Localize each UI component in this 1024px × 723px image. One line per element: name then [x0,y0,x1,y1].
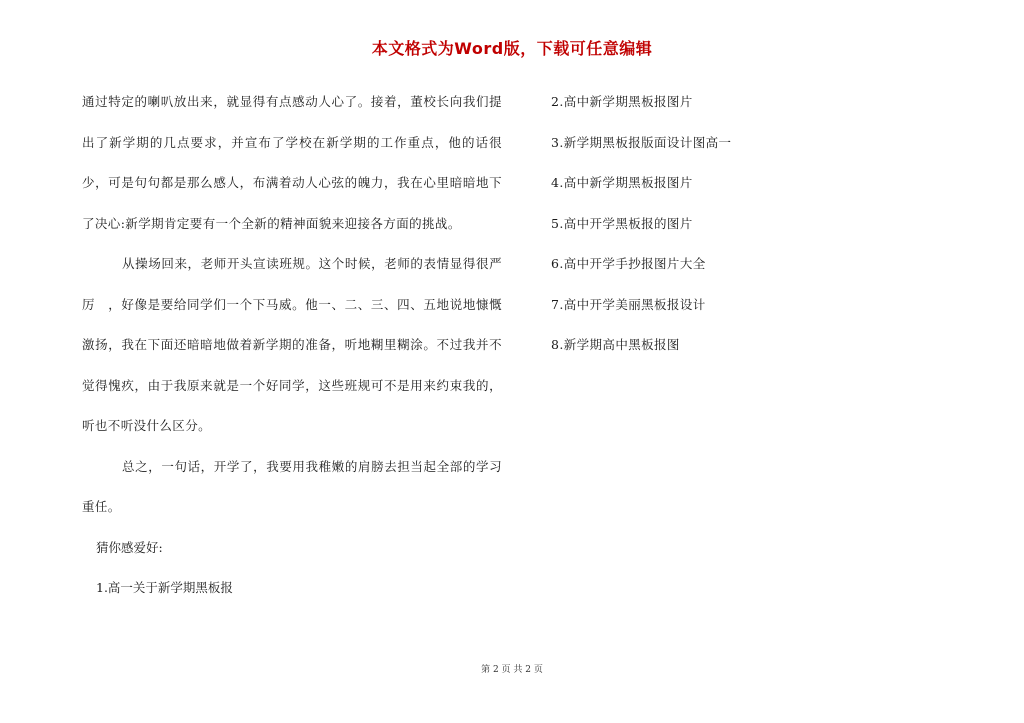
body-paragraph-1: 通过特定的喇叭放出来，就显得有点感动人心了。接着，董校长向我们提出了新学期的几点要求，并宣布了学校在新学期的工作重点，他的话很少，可是句句都是那么感人，布满着动人心弦的魄力，我在心里暗暗地下了决心:新学期肯定要有一个全新的精神面貌来迎接各方面的挑战。 [82,94,502,231]
related-articles-list-right [551,82,811,366]
body-paragraph-2: 从操场回来，老师开头宣读班规。这个时候，老师的表情显得很严厉 ，好像是要给同学们一个下马威。他一、二、三、四、五地说地慷慨激扬，我在下面还暗暗地做着新学期的准备，听地糊里糊涂。不过我并不觉得愧疚，由于我原来就是一个好同学，这些班规可不是用来约束我的，听也不听没什么区分。 [82,256,502,433]
related-article-link-1[interactable]: 1.高一关于新学期黑板报 [96,580,233,595]
related-article-link-4[interactable]: 4.高中新学期黑板报图片 [551,175,693,190]
page-number-footer: 第 2 页 共 2 页 [481,665,543,675]
body-paragraph-3: 总之，一句话，开学了，我要用我稚嫩的肩膀去担当起全部的学习重任。 [82,458,502,514]
related-article-link-2[interactable]: 2.高中新学期黑板报图片 [551,94,693,109]
related-article-link-5[interactable]: 5.高中开学黑板报的图片 [551,215,693,231]
related-article-link-3[interactable]: 3.新学期黑板报版面设计图高一 [551,134,732,150]
related-articles-list-left [82,568,502,609]
right-column [551,82,811,366]
document-header-banner: 本文格式为Word版，下载可任意编辑 [371,39,653,58]
related-articles-label: 猜你感爱好: [96,539,163,555]
related-article-link-7[interactable]: 7.高中开学美丽黑板报设计 [551,296,706,312]
left-column [82,82,502,609]
related-article-link-8[interactable]: 8.新学期高中黑板报图 [551,337,680,352]
related-article-link-6[interactable]: 6.高中开学手抄报图片大全 [551,256,706,271]
